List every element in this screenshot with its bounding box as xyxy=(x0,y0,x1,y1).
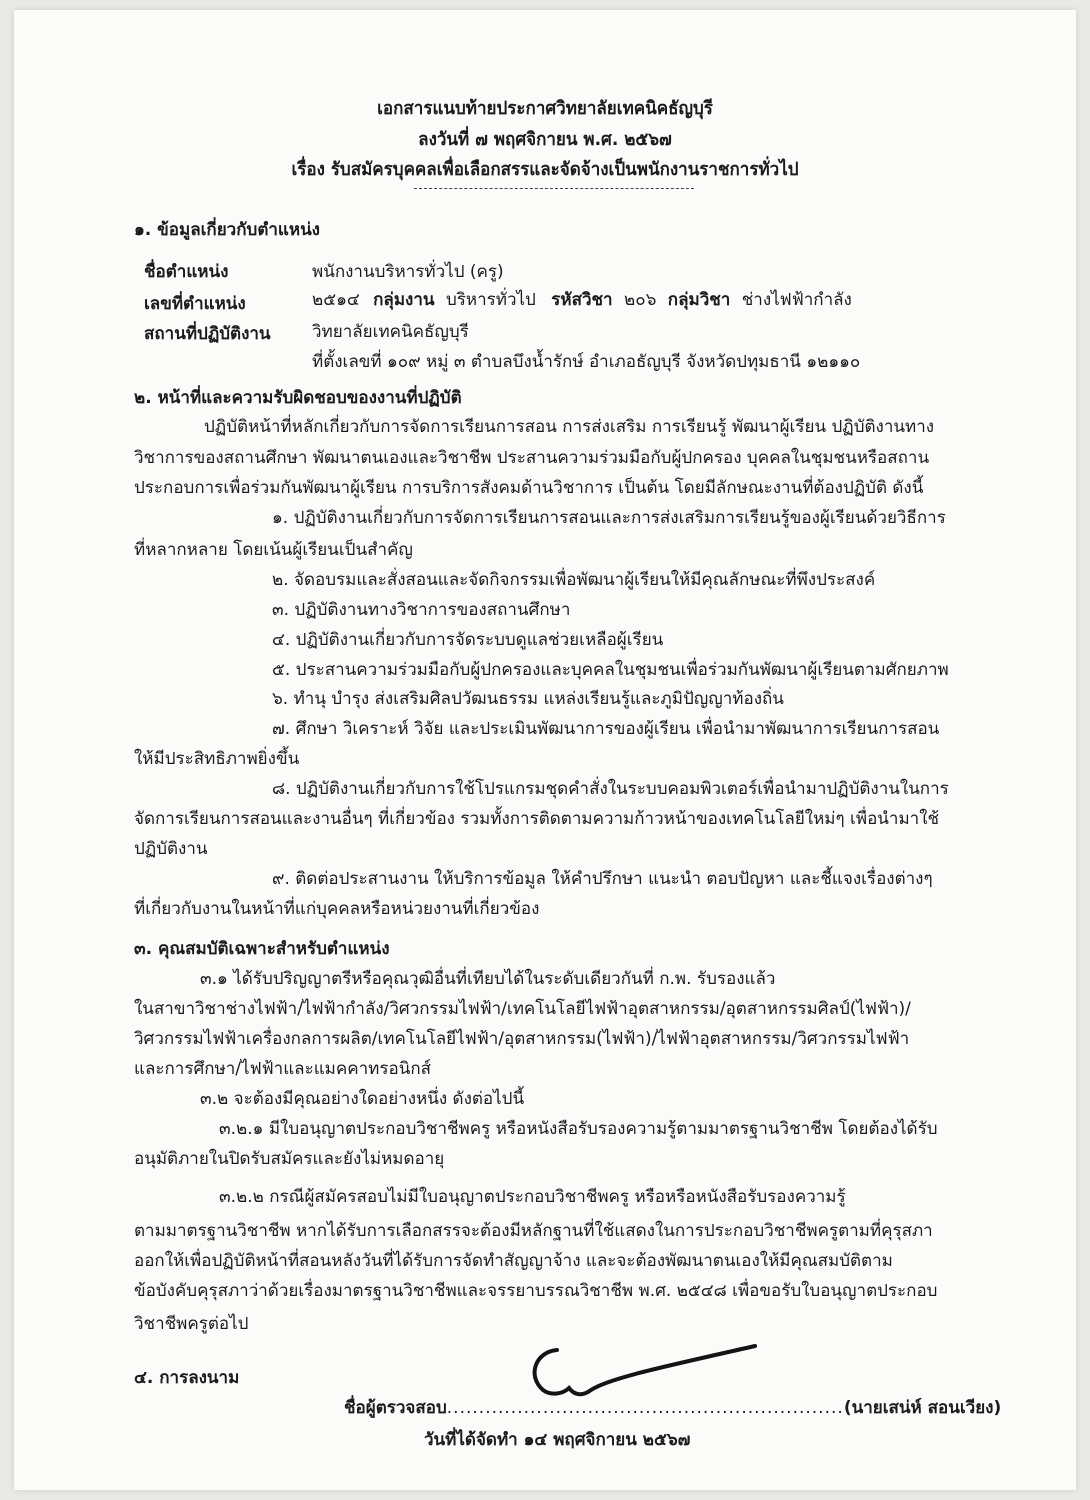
qualification-3-1-line-1: ๓.๑ ได้รับปริญญาตรีหรือคุณวุฒิอื่นที่เทียบได้ในระดับเดียวกันที่ ก.พ. รับรองแล้ว xyxy=(200,969,776,989)
code-label: รหัสวิชา xyxy=(551,290,613,310)
qualification-3-2-2-line-4: ข้อบังคับคุรุสภาว่าด้วยเรื่องมาตรฐานวิชาชีพและจรรยาบรรณวิชาชีพ พ.ศ. ๒๕๔๘ เพื่อขอรับใบอนุญาตประกอบ xyxy=(134,1281,938,1301)
reviewer-dots: .............................................................. xyxy=(446,1398,844,1418)
header-line-1: เอกสารแนบท้ายประกาศวิทยาลัยเทคนิคธัญบุรี xyxy=(377,98,713,119)
duty-item-1-line-1: ๑. ปฏิบัติงานเกี่ยวกับการจัดการเรียนการสอนและการส่งเสริมการเรียนรู้ของผู้เรียนด้วยวิธีการ xyxy=(272,508,946,528)
qualification-3-2-2-line-1: ๓.๒.๒ กรณีผู้สมัครสอบไม่มีใบอนุญาตประกอบวิชาชีพครู หรือหรือหนังสือรับรองความรู้ xyxy=(219,1187,846,1207)
workplace-address: ที่ตั้งเลขที่ ๑๐๙ หมู่ ๓ ตำบลบึงน้ำรักษ์ อำเภอธัญบุรี จังหวัดปทุมธานี ๑๒๑๑๐ xyxy=(312,352,861,372)
duty-item-9-line-1: ๙. ติดต่อประสานงาน ให้บริการข้อมูล ให้คำปรึกษา แนะนำ ตอบปัญหา และชี้แจงเรื่องต่างๆ xyxy=(272,869,933,889)
qualification-3-2-2-line-2: ตามมาตรฐานวิชาชีพ หากได้รับการเลือกสรรจะต้องมีหลักฐานที่ใช้แสดงในการประกอบวิชาชีพครูตามที่คุรุสภา xyxy=(134,1221,933,1241)
duty-item-1-line-2: ที่หลากหลาย โดยเน้นผู้เรียนเป็นสำคัญ xyxy=(134,540,413,560)
qualification-3-2-2-line-5: วิชาชีพครูต่อไป xyxy=(134,1314,249,1334)
document-content xyxy=(14,10,1076,1490)
position-label: ชื่อตำแหน่ง xyxy=(144,262,229,282)
duty-item-4: ๔. ปฏิบัติงานเกี่ยวกับการจัดระบบดูแลช่วยเหลือผู้เรียน xyxy=(272,630,664,650)
duty-item-7-line-2: ให้มีประสิทธิภาพยิ่งขึ้น xyxy=(134,749,300,769)
section2-intro-line-2: วิชาการของสถานศึกษา พัฒนาตนเองและวิชาชีพ ประสานความร่วมมือกับผู้ปกครอง บุคคลในชุมชนหรือสถาน xyxy=(134,448,930,468)
header-line-3: เรื่อง รับสมัครบุคคลเพื่อเลือกสรรและจัดจ้างเป็นพนักงานราชการทั่วไป xyxy=(291,159,799,180)
header-divider xyxy=(414,188,694,189)
qualification-3-2-2-line-3: ออกให้เพื่อปฏิบัติหน้าที่สอนหลังวันที่ได้รับการจัดทำสัญญาจ้าง และจะต้องพัฒนาตนเองให้มีคุณสมบัติตาม xyxy=(134,1251,893,1271)
workplace-label: สถานที่ปฏิบัติงาน xyxy=(144,324,271,344)
section4-heading: ๔. การลงนาม xyxy=(134,1368,240,1388)
section2-intro-line-3: ประกอบการเพื่อร่วมกันพัฒนาผู้เรียน การบริการสังคมด้านวิชาการ เป็นต้น โดยมีลักษณะงานที่ต้องปฏิบัติ ดังนี้ xyxy=(134,478,924,498)
position-number-label: เลขที่ตำแหน่ง xyxy=(144,294,246,314)
position-number-row xyxy=(312,288,852,312)
section1-heading: ๑. ข้อมูลเกี่ยวกับตำแหน่ง xyxy=(134,220,320,240)
duty-item-6: ๖. ทำนุ บำรุง ส่งเสริมศิลปวัฒนธรรม แหล่งเรียนรู้และภูมิปัญญาท้องถิ่น xyxy=(272,689,784,709)
qualification-3-2-1-line-1: ๓.๒.๑ มีใบอนุญาตประกอบวิชาชีพครู หรือหนังสือรับรองความรู้ตามมาตรฐานวิชาชีพ โดยต้องได้รับ xyxy=(219,1119,938,1139)
section2-heading: ๒. หน้าที่และความรับผิดชอบของงานที่ปฏิบัติ xyxy=(134,388,462,408)
reviewer-name: (นายเสน่ห์ สอนเวียง) xyxy=(843,1398,1002,1418)
position-value: พนักงานบริหารทั่วไป (ครู) xyxy=(312,262,504,282)
qualification-3-1-line-4: และการศึกษา/ไฟฟ้าและแมคคาทรอนิกส์ xyxy=(134,1059,432,1079)
subject-group-value: ช่างไฟฟ้ากำลัง xyxy=(741,290,852,310)
signature-graphic xyxy=(517,1338,757,1408)
group-label: กลุ่มงาน xyxy=(373,290,435,310)
section2-intro-line-1: ปฏิบัติหน้าที่หลักเกี่ยวกับการจัดการเรียนการสอน การส่งเสริม การเรียนรู้ พัฒนาผู้เรียน ปฏิบัติงานทาง xyxy=(204,417,935,437)
position-number-value: ๒๕๑๔ xyxy=(312,290,360,310)
duty-item-8-line-3: ปฏิบัติงาน xyxy=(134,839,208,859)
duty-item-3: ๓. ปฏิบัติงานทางวิชาการของสถานศึกษา xyxy=(272,600,571,620)
group-value: บริหารทั่วไป xyxy=(445,290,536,310)
document-page xyxy=(14,10,1076,1490)
section3-heading: ๓. คุณสมบัติเฉพาะสำหรับตำแหน่ง xyxy=(134,939,390,959)
qualification-3-2: ๓.๒ จะต้องมีคุณอย่างใดอย่างหนึ่ง ดังต่อไปนี้ xyxy=(200,1089,525,1109)
workplace-name: วิทยาลัยเทคนิคธัญบุรี xyxy=(312,322,469,342)
date-prepared: วันที่ได้จัดทำ ๑๔ พฤศจิกายน ๒๕๖๗ xyxy=(424,1430,691,1450)
qualification-3-1-line-3: วิศวกรรมไฟฟ้าเครื่องกลการผลิต/เทคโนโลยีไฟฟ้า/อุตสาหกรรม(ไฟฟ้า)/ไฟฟ้าอุตสาหกรรม/วิศวกรรมไฟฟ้า xyxy=(134,1029,910,1049)
qualification-3-2-1-line-2: อนุมัติภายในปิดรับสมัครและยังไม่หมดอายุ xyxy=(134,1149,445,1169)
reviewer-label: ชื่อผู้ตรวจสอบ xyxy=(344,1398,447,1418)
duty-item-8-line-2: จัดการเรียนการสอนและงานอื่นๆ ที่เกี่ยวข้อง รวมทั้งการติดตามความก้าวหน้าของเทคโนโลยีใหม่ๆ เพื่อนำมาใช้ xyxy=(134,809,940,829)
duty-item-5: ๕. ประสานความร่วมมือกับผู้ปกครองและบุคคลในชุมชนเพื่อร่วมกันพัฒนาผู้เรียนตามศักยภาพ xyxy=(272,660,949,680)
header-line-2: ลงวันที่ ๗ พฤศจิกายน พ.ศ. ๒๕๖๗ xyxy=(418,129,672,150)
subject-group-label: กลุ่มวิชา xyxy=(667,290,731,310)
duty-item-8-line-1: ๘. ปฏิบัติงานเกี่ยวกับการใช้โปรแกรมชุดคำสั่งในระบบคอมพิวเตอร์เพื่อนำมาปฏิบัติงานในการ xyxy=(272,779,949,799)
duty-item-7-line-1: ๗. ศึกษา วิเคราะห์ วิจัย และประเมินพัฒนาการของผู้เรียน เพื่อนำมาพัฒนาการเรียนการสอน xyxy=(272,719,940,739)
duty-item-9-line-2: ที่เกี่ยวกับงานในหน้าที่แก่บุคคลหรือหน่วยงานที่เกี่ยวข้อง xyxy=(134,899,540,919)
duty-item-2: ๒. จัดอบรมและสั่งสอนและจัดกิจกรรมเพื่อพัฒนาผู้เรียนให้มีคุณลักษณะที่พึงประสงค์ xyxy=(272,570,876,590)
code-value: ๒๐๖ xyxy=(624,290,657,310)
qualification-3-1-line-2: ในสาขาวิชาช่างไฟฟ้า/ไฟฟ้ากำลัง/วิศวกรรมไฟฟ้า/เทคโนโลยีไฟฟ้าอุตสาหกรรม/อุตสาหกรรมศิลป์(ไฟฟ้า)/ xyxy=(134,999,911,1019)
